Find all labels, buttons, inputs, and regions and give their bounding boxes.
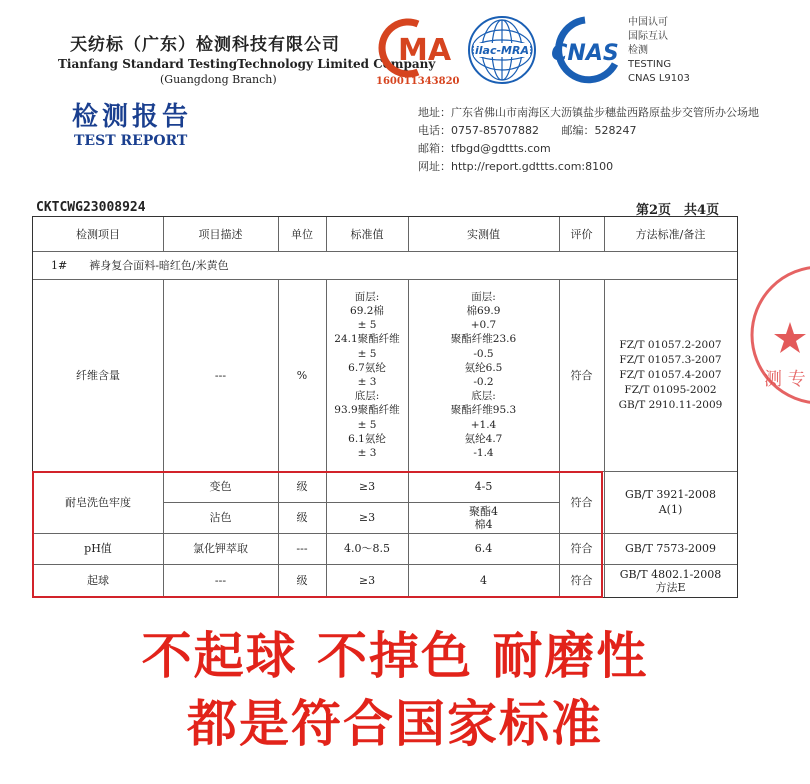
cnas-info-line: 国际互认 xyxy=(628,31,668,42)
postcode: 邮编：528247 xyxy=(561,124,637,137)
address: 地址：广东省佛山市南海区大沥镇盐步穗盐西路原盐步交管所办公场地 xyxy=(418,106,759,119)
pilling-desc: --- xyxy=(214,574,227,587)
contact-info xyxy=(418,104,759,176)
header-measured: 实测值 xyxy=(467,227,500,241)
phone: 电话：0757-85707882 xyxy=(418,124,539,137)
ph-item: pH值 xyxy=(84,542,112,555)
pilling-measured: 4 xyxy=(480,574,487,587)
fiber-result: 符合 xyxy=(570,368,593,382)
report-title-en: TEST REPORT xyxy=(74,133,188,149)
soap-method: GB/T 3921-2008 A(1) xyxy=(624,488,717,516)
highlight-box xyxy=(32,471,603,598)
soap-measured-change: 4-5 xyxy=(474,480,493,493)
soap-standard-change: ≥3 xyxy=(358,480,376,493)
header-result: 评价 xyxy=(570,227,593,241)
company-name-cn: 天纺标（广东）检测科技有限公司 xyxy=(70,35,340,55)
cnas-logo xyxy=(545,14,623,86)
fiber-unit: % xyxy=(296,368,308,382)
soap-standard-stain: ≥3 xyxy=(358,511,376,524)
fiber-method: FZ/T 01057.2-2007 FZ/T 01057.3-2007 FZ/T 01057.4-2007 FZ/T 01095-2002 GB/T 2910.11-2009 xyxy=(618,338,723,411)
fiber-standard: 面层: 69.2棉 ± 5 24.1聚酯纤维 ± 5 6.7氨纶 ± 3 底层: 93.9聚酯纤维 ± 5 6.1氨纶 ± 3 xyxy=(334,290,400,460)
cnas-info-line: CNAS L9103 xyxy=(628,73,690,84)
pilling-standard: ≥3 xyxy=(358,574,376,587)
soap-unit-stain: 级 xyxy=(296,511,308,524)
header-unit: 单位 xyxy=(291,227,313,241)
website: 网址：http://report.gdttts.com:8100 xyxy=(418,160,614,173)
pilling-method: GB/T 4802.1-2008 方法E xyxy=(619,567,722,594)
slogan-line-2: 都是符合国家标准 xyxy=(187,695,603,753)
cnas-info-line: TESTING xyxy=(628,59,672,70)
pilling-result: 符合 xyxy=(570,574,593,587)
red-seal xyxy=(750,250,810,420)
soap-unit-change: 级 xyxy=(296,480,308,493)
report-title-cn: 检测报告 xyxy=(72,102,193,132)
header-desc: 项目描述 xyxy=(198,227,243,241)
ma-text: MA xyxy=(398,33,452,68)
cnas-info-line: 中国认可 xyxy=(628,17,668,28)
ph-unit: --- xyxy=(296,542,308,555)
company-name-en: Tianfang Standard TestingTechnology Limited Company xyxy=(58,57,436,71)
ph-desc: 氯化钾萃取 xyxy=(193,542,248,555)
ma-number: 160011343820 xyxy=(376,76,460,87)
ilac-text: ilac-MRA xyxy=(475,44,529,57)
fiber-desc: --- xyxy=(214,368,227,382)
header-item: 检测项目 xyxy=(76,227,120,241)
ph-standard: 4.0～8.5 xyxy=(344,542,390,555)
page-info: 第2页 共4页 xyxy=(636,203,720,218)
soap-item: 耐皂洗色牢度 xyxy=(65,495,131,509)
ph-result: 符合 xyxy=(570,542,593,555)
pilling-unit: 级 xyxy=(296,574,308,587)
ph-method: GB/T 7573-2009 xyxy=(624,542,717,555)
company-branch: (Guangdong Branch) xyxy=(160,73,277,86)
sample-row: 1# 裤身复合面料-暗红色/米黄色 xyxy=(51,258,229,272)
soap-desc-change: 变色 xyxy=(209,480,232,493)
header-method: 方法标准/备注 xyxy=(635,227,706,241)
header-standard: 标准值 xyxy=(350,227,384,241)
slogan-line-1: 不起球 不掉色 耐磨性 xyxy=(141,627,649,685)
report-number: CKTCWG23008924 xyxy=(36,200,146,215)
seal-text: 测 专 xyxy=(764,369,806,390)
ph-measured: 6.4 xyxy=(474,542,493,555)
fiber-measured: 面层: 棉69.9 +0.7 聚酯纤维23.6 -0.5 氨纶6.5 -0.2 底层: 聚酯纤维95.3 +1.4 氨纶4.7 -1.4 xyxy=(450,290,517,460)
fiber-item: 纤维含量 xyxy=(76,368,120,382)
soap-measured-stain: 聚酯4 棉4 xyxy=(469,504,498,531)
email: 邮箱：tfbgd@gdttts.com xyxy=(418,142,551,155)
soap-result: 符合 xyxy=(570,495,593,509)
cnas-info xyxy=(628,16,690,86)
cma-logo xyxy=(380,20,456,76)
pilling-item: 起球 xyxy=(87,574,109,587)
cnas-info-line: 检测 xyxy=(628,45,648,56)
soap-desc-stain: 沾色 xyxy=(209,511,232,524)
ilac-mra-logo xyxy=(466,14,538,86)
cnas-text: CNAS xyxy=(551,41,619,66)
